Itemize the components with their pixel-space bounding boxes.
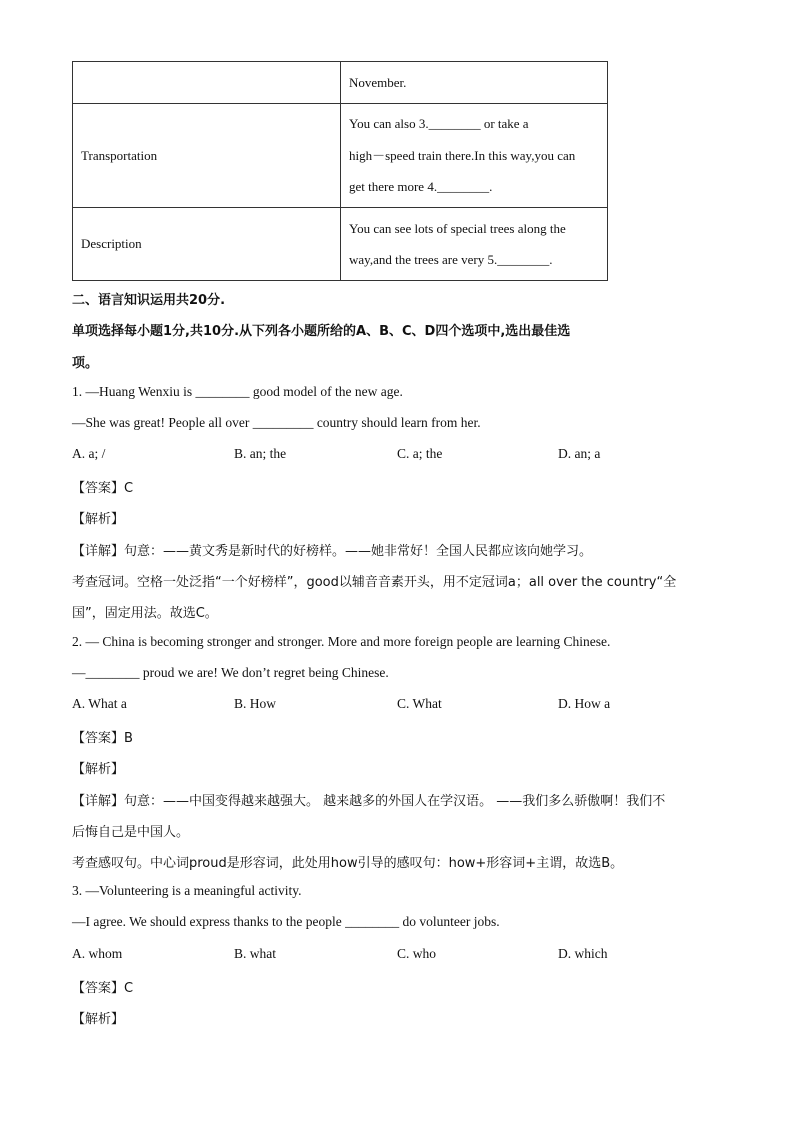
section-instruction-cont: 项。 [72, 356, 99, 371]
option-b: B. what [234, 946, 276, 961]
question-stem-line2: —I agree. We should express thanks to the people ________ do volunteer jobs. [72, 914, 500, 929]
option-c: C. What [397, 696, 442, 711]
question-stem-line2: —________ proud we are! We don’t regret being Chinese. [72, 665, 389, 680]
cell-text-line: You can see lots of special trees along the [349, 220, 566, 236]
analysis-label: 【解析】 [72, 1012, 125, 1027]
question-stem-line2: —She was great! People all over _________ country should learn from her. [72, 415, 481, 430]
answer-label: 【答案】B [72, 731, 133, 746]
answer-label: 【答案】C [72, 481, 134, 496]
answer-label: 【答案】C [72, 981, 134, 996]
table-cell-value [341, 104, 608, 208]
detail-text: 【详解】句意：——中国变得越来越强大。 越来越多的外国人在学汉语。 ——我们多么骄傲啊！我们不 [72, 794, 666, 809]
detail-text: 考查冠词。空格一处泛指“一个好榜样”，good以辅音音素开头，用不定冠词a；all over the country“全 [72, 575, 677, 590]
table-cell-value [341, 62, 608, 104]
option-a: A. whom [72, 946, 123, 961]
question-stem: 3. —Volunteering is a meaningful activity. [72, 883, 302, 898]
analysis-label: 【解析】 [72, 512, 125, 527]
section-heading: 二、语言知识运用共20分. [72, 293, 226, 308]
option-a: A. a; / [72, 446, 106, 461]
table-cell-value [341, 208, 608, 281]
cell-text-line: way,and the trees are very 5.________. [349, 252, 553, 267]
question-stem: 1. —Huang Wenxiu is ________ good model of the new age. [72, 384, 403, 399]
section-instruction: 单项选择每小题1分,共10分.从下列各小题所给的A、B、C、D四个选项中,选出最佳选 [72, 324, 571, 339]
table-cell-label: Transportation [73, 104, 341, 208]
option-b: B. How [234, 696, 277, 711]
cell-text-line: high－speed train there.In this way,you can [349, 147, 576, 163]
option-d: D. which [558, 946, 608, 961]
info-table [72, 61, 608, 281]
table-row [73, 208, 608, 281]
analysis-label: 【解析】 [72, 762, 125, 777]
option-c: C. a; the [397, 446, 443, 461]
option-c: C. who [397, 946, 437, 961]
cell-text-line: get there more 4.________. [349, 179, 493, 195]
option-d: D. an; a [558, 446, 601, 461]
table-row [73, 62, 608, 104]
cell-text-line: November. [349, 74, 407, 90]
detail-text: 【详解】句意：——黄文秀是新时代的好榜样。——她非常好！全国人民都应该向她学习。 [72, 544, 593, 559]
detail-text: 国”，固定用法。故选C。 [72, 606, 218, 621]
table-cell-label: Description [73, 208, 341, 281]
detail-text: 考查感叹句。中心词proud是形容词，此处用how引导的感叹句：how+形容词+主谓，故选B。 [72, 856, 624, 871]
option-d: D. How a [558, 696, 611, 711]
table-row [73, 104, 608, 208]
option-a: A. What a [72, 696, 127, 711]
question-stem: 2. — China is becoming stronger and stronger. More and more foreign people are learning Chinese. [72, 634, 611, 649]
detail-text: 后悔自己是中国人。 [72, 825, 190, 840]
cell-text-line: You can also 3.________ or take a [349, 116, 529, 132]
option-b: B. an; the [234, 446, 287, 461]
table-cell-label [73, 62, 341, 104]
